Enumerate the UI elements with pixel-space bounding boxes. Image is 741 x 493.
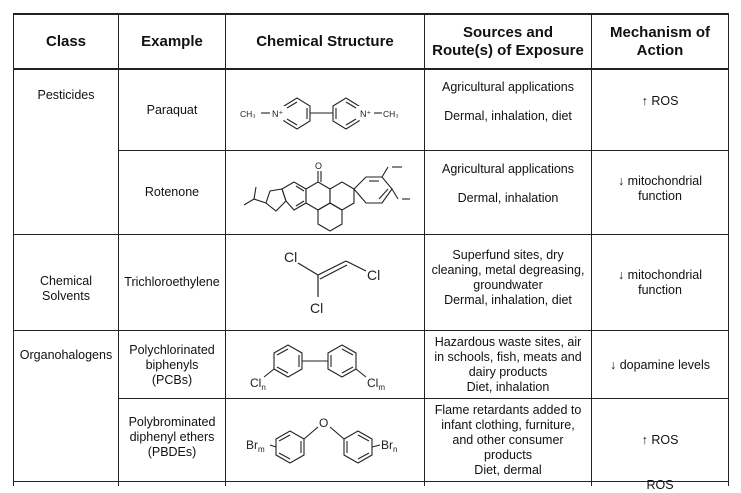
- pcb-cl-n: $Cl_n$: [250, 376, 266, 392]
- column-divider: [728, 13, 729, 486]
- example-pcb-line3: (PCBs): [151, 372, 193, 387]
- source-line: Diet, inhalation: [466, 380, 550, 394]
- paraquat-n-right: N⁺: [360, 109, 372, 119]
- header-mechanism: [592, 15, 728, 68]
- example-paraquat: [119, 70, 225, 150]
- pbde-br-n: $Br_n$: [381, 438, 398, 454]
- column-divider: [591, 13, 592, 486]
- paraquat-ring-left: [284, 98, 310, 129]
- example-rotenone: [119, 151, 225, 234]
- pcb-cl-m: $Cl_m$: [367, 376, 386, 392]
- rotenone-ring-a: [282, 182, 306, 210]
- class-organohalogens-label: Organohalogens: [19, 347, 113, 362]
- source-line: in schools, fish, meats and: [434, 350, 582, 364]
- paraquat-methyl-left: CH₃: [240, 109, 256, 119]
- source-line: Diet, dermal: [474, 462, 542, 477]
- example-paraquat-label: Paraquat: [146, 102, 198, 117]
- source-line: dairy products: [468, 365, 548, 379]
- column-divider: [13, 13, 14, 486]
- rotenone-carbonyl-o: O: [315, 161, 323, 171]
- sources-pcb: [425, 333, 591, 397]
- pbde-ether-o: O: [319, 416, 329, 430]
- pcb-ring-left: [274, 345, 302, 377]
- trichloroethylene-structure: [226, 235, 424, 330]
- mechanism-solvents-line1: ↓ mitochondrial: [617, 268, 703, 282]
- rotenone-ring-c: [330, 182, 354, 210]
- example-pcb: [119, 340, 225, 390]
- source-line: Flame retardants added to: [434, 402, 582, 417]
- pbde-structure: [226, 399, 424, 481]
- header-example-label: Example: [141, 32, 203, 50]
- pbde-ether-bond-right: [330, 427, 344, 439]
- rotenone-structure: [226, 151, 424, 234]
- pcb-sub-m: m: [378, 383, 386, 392]
- class-pesticides: [14, 86, 118, 104]
- header-class-label: Class: [45, 32, 87, 50]
- header-mechanism-line1: Mechanism of: [609, 23, 711, 41]
- class-solvents-line2: Solvents: [42, 289, 90, 303]
- rotenone-ring-b: [306, 182, 330, 210]
- mechanism-pcb-label: ↓ dopamine levels: [609, 357, 711, 372]
- mechanism-pbde-label: ↑ ROS: [641, 432, 679, 447]
- source-line: and other consumer: [452, 432, 564, 447]
- source-line: groundwater: [473, 278, 543, 292]
- tce-cl-top-left: Cl: [284, 249, 298, 265]
- sources-solvents: [425, 246, 591, 310]
- paraquat-structure: [226, 70, 424, 150]
- source-line: Dermal, inhalation: [457, 191, 559, 205]
- mechanism-pbde: [592, 431, 728, 449]
- paraquat-methyl-right: CH₃: [383, 109, 399, 119]
- example-pbde-line2: diphenyl ethers: [129, 429, 215, 444]
- example-trichloroethylene-label: Trichloroethylene: [124, 275, 220, 289]
- sources-paraquat: [425, 80, 591, 136]
- example-pbde-line3: (PBDEs): [147, 444, 197, 459]
- sources-pbde: [425, 400, 591, 480]
- pbde-ring-left: [276, 431, 304, 463]
- source-line: Superfund sites, dry: [452, 248, 564, 262]
- example-pbde-line1: Polybrominated: [128, 414, 216, 429]
- mechanism-solvents: [592, 266, 728, 300]
- source-line: cleaning, metal degreasing,: [431, 263, 585, 277]
- class-organohalogens: [14, 346, 118, 364]
- mechanism-solvents-line2: function: [638, 283, 682, 297]
- mechanism-pcb: [592, 356, 728, 374]
- pbde-sub-n: n: [393, 445, 398, 454]
- example-pcb-line2: biphenyls: [145, 357, 199, 372]
- header-example: [119, 15, 225, 68]
- cutoff-next-row-text: ROS: [646, 478, 674, 492]
- pbde-ether-bond-left: [304, 427, 318, 439]
- source-line: products: [484, 447, 532, 462]
- source-line: Dermal, inhalation, diet: [444, 109, 572, 123]
- example-pbde: [119, 412, 225, 462]
- pcb-structure: [226, 331, 424, 398]
- header-sources-line2: Route(s) of Exposure: [432, 41, 584, 59]
- header-mechanism-line2: Action: [636, 41, 684, 59]
- header-structure-label: Chemical Structure: [256, 32, 394, 50]
- mechanism-rotenone-line1: ↓ mitochondrial: [617, 174, 703, 188]
- class-solvents-line1: Chemical: [39, 274, 93, 288]
- example-rotenone-label: Rotenone: [144, 185, 200, 199]
- pbde-ring-right: [344, 431, 372, 463]
- header-structure: [226, 15, 424, 68]
- paraquat-ring-right: [333, 98, 359, 129]
- pcb-ring-right: [328, 345, 356, 377]
- example-trichloroethylene: [119, 235, 225, 330]
- pcb-sub-n: n: [261, 383, 266, 392]
- tce-cl-right: Cl: [367, 267, 381, 283]
- pbde-br-m: $Br_m$: [246, 438, 265, 454]
- source-line: Agricultural applications: [441, 162, 574, 176]
- header-sources-line1: Sources and: [462, 23, 554, 41]
- class-pesticides-label: Pesticides: [37, 87, 95, 102]
- mechanism-rotenone-line2: function: [638, 189, 682, 203]
- example-pcb-line1: Polychlorinated: [129, 342, 215, 357]
- mechanism-paraquat: [592, 92, 728, 110]
- rotenone-ring-d: [318, 203, 342, 231]
- header-class: [14, 15, 118, 68]
- mechanism-paraquat-label: ↑ ROS: [641, 93, 679, 108]
- source-line: infant clothing, furniture,: [441, 417, 575, 432]
- source-line: Hazardous waste sites, air: [434, 335, 582, 349]
- paraquat-n-left: N⁺: [272, 109, 284, 119]
- mechanism-rotenone: [592, 172, 728, 206]
- source-line: Agricultural applications: [441, 80, 574, 94]
- cutoff-next-row: [592, 478, 728, 492]
- class-solvents: [14, 272, 118, 306]
- header-sources: [425, 15, 591, 68]
- pbde-sub-m: m: [258, 445, 265, 454]
- tce-cl-bottom: Cl: [310, 300, 324, 316]
- source-line: Dermal, inhalation, diet: [444, 293, 572, 307]
- sources-rotenone: [425, 162, 591, 218]
